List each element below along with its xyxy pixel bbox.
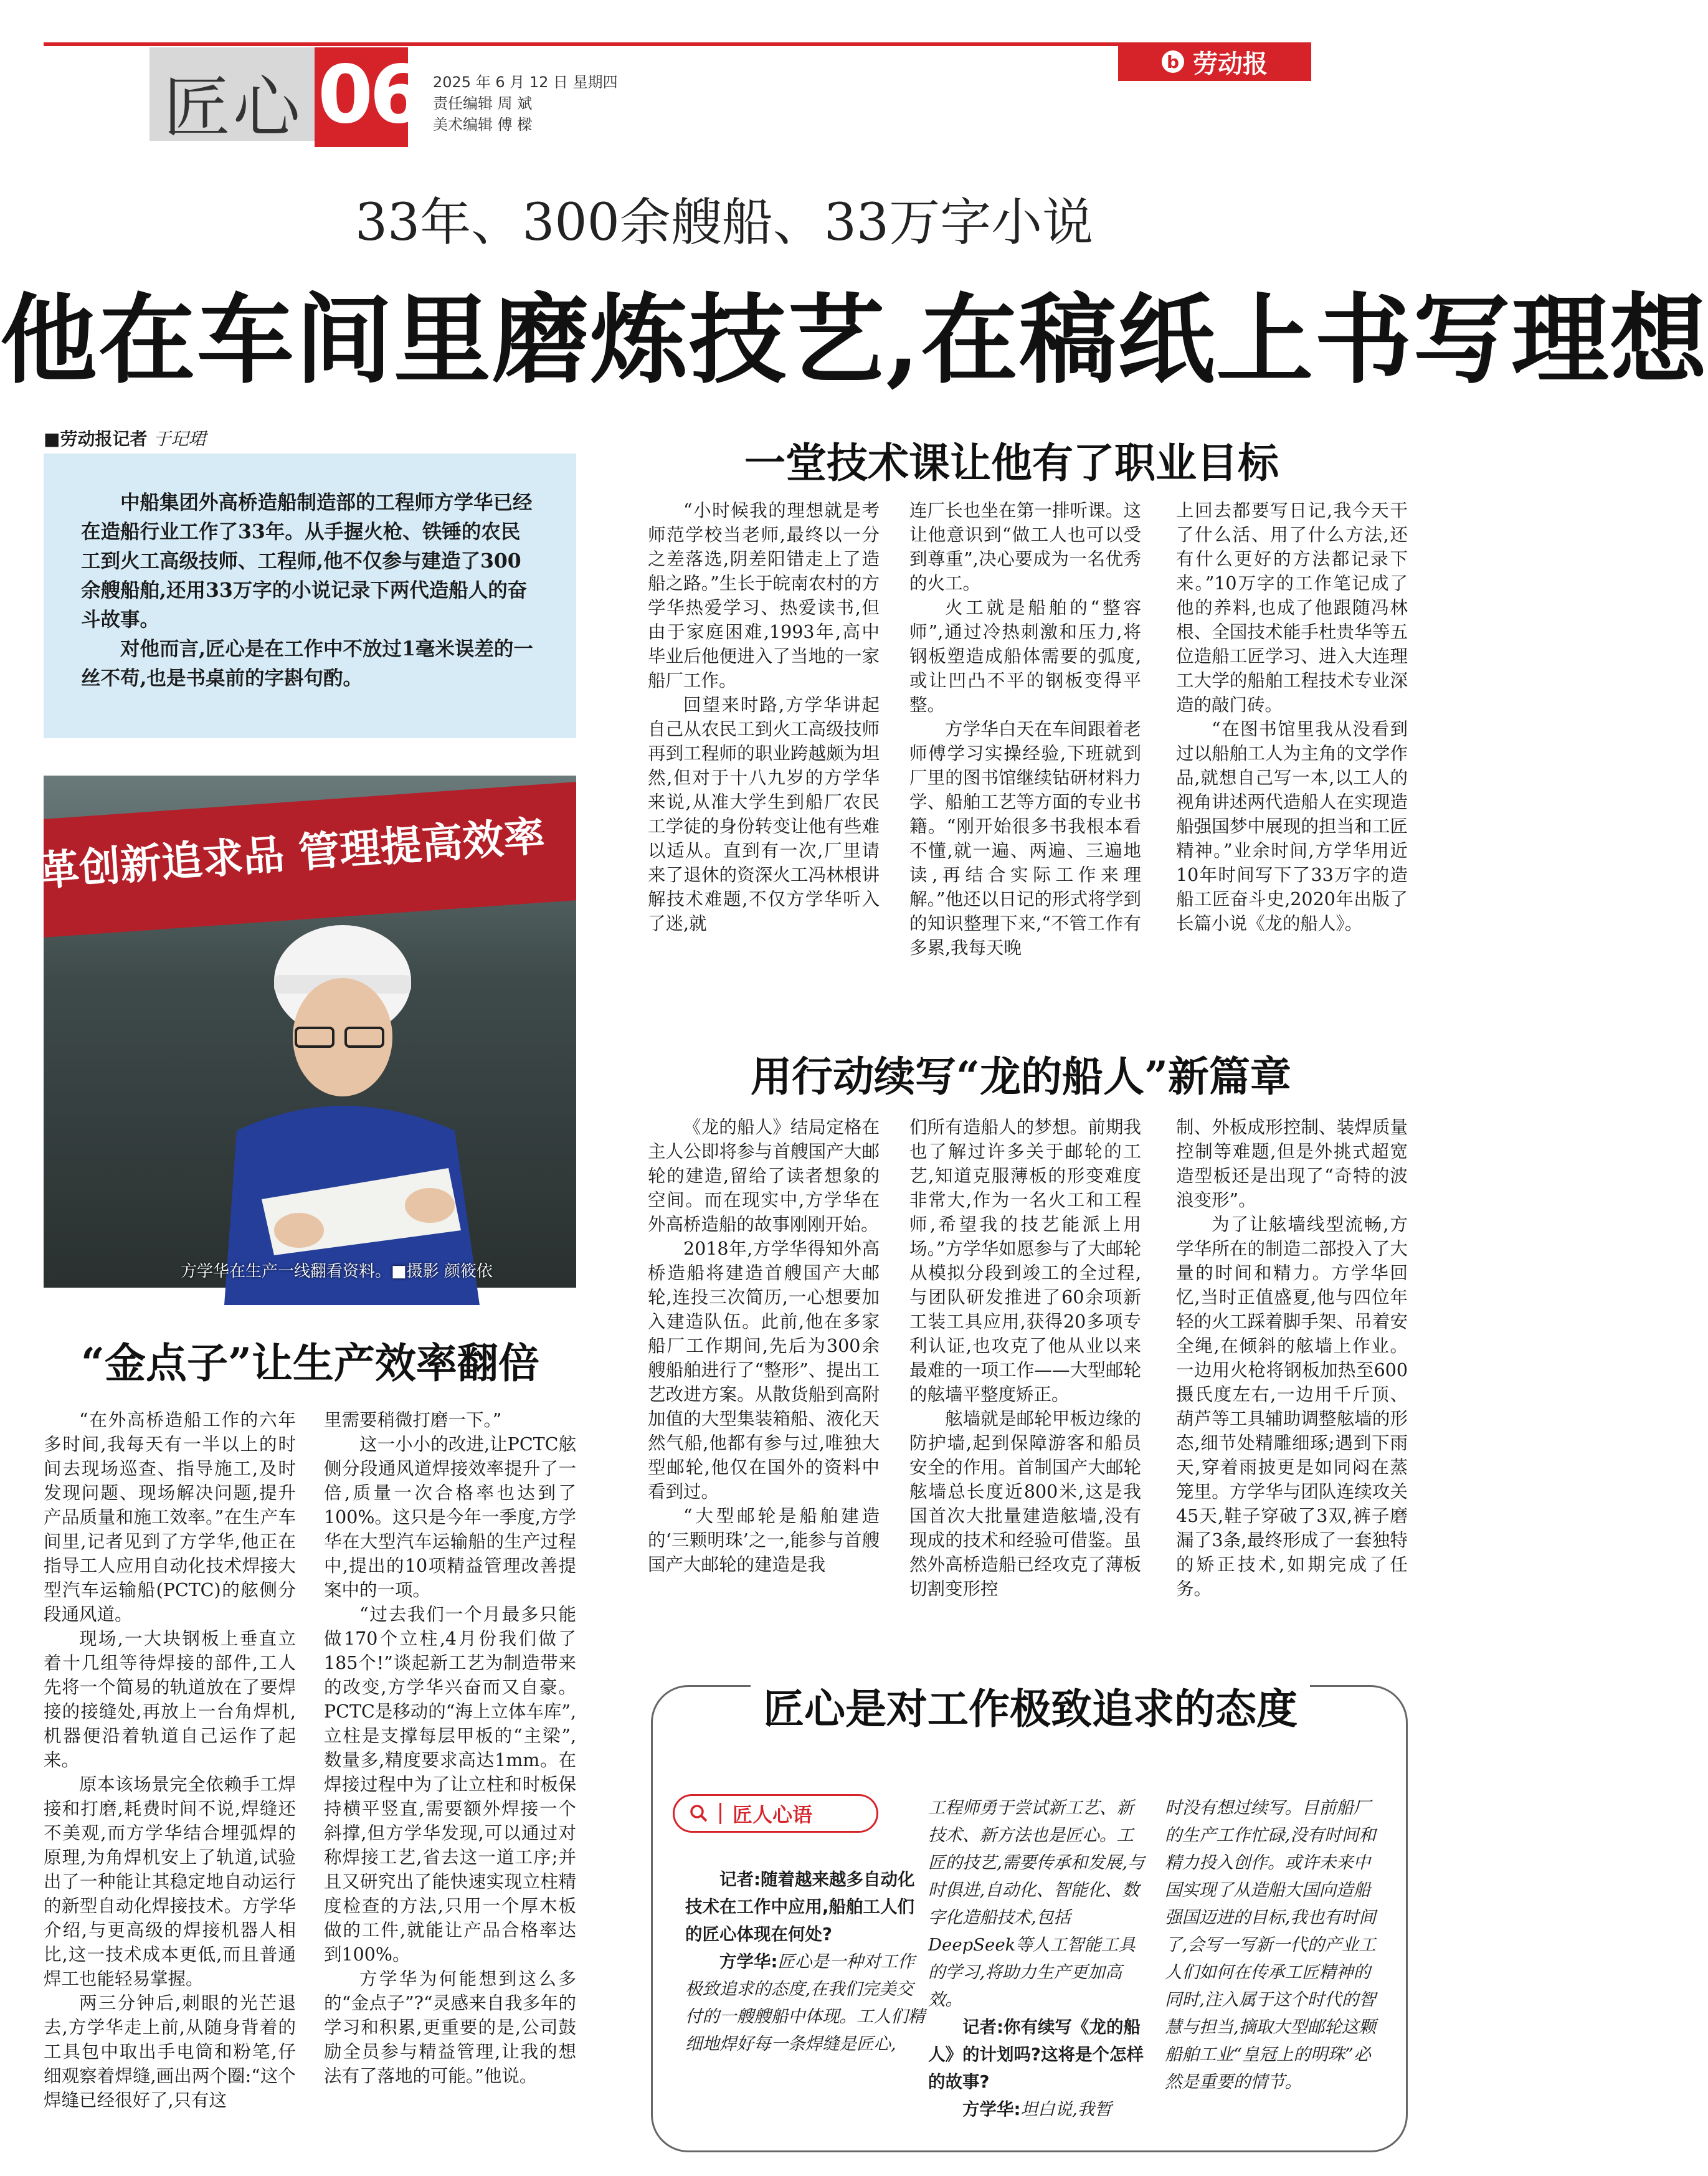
qa-item: 方学华:坦白说,我暂 xyxy=(962,2099,1112,2119)
page-number: 06 xyxy=(318,49,422,141)
qa-item: 记者:随着越来越多自动化技术在工作中应用,船舶工人们的匠心体现在何处? xyxy=(685,1870,915,1944)
section-label: 匠心 xyxy=(163,69,303,147)
paragraph: 2018年,方学华得知外高桥造船将建造首艘国产大邮轮,连投三次简历,一心想要加入建造队伍。此前,他在多家船厂工作期间,先后为300余艘船舶进行了“整形”、提出工艺改进方案。从散货船到高附加值的大型集装箱船、液化天然气船,他都有参与过,唯独大型邮轮,他仅在国外的资料中看到过。 xyxy=(648,1238,880,1502)
paragraph: 们所有造船人的梦想。前期我也了解过许多关于邮轮的工艺,知道克服薄板的形变难度非常大,作为一名火工和工程师,希望我的技艺能派上用场。”方学华如愿参与了大邮轮从模拟分段到竣工的全过程,与团队研发推进了60余项新工装工具应用,获得20多项专利认证,也攻克了他从业以来最难的一项工作——大型邮轮的舷墙平整度矫正。 xyxy=(909,1117,1141,1405)
paragraph: “过去我们一个月最多只能做170个立柱,4月份我们做了185个!”谈起新工艺为制造带来的改变,方学华兴奋而又自豪。PCTC是移动的“海上立体车库”,立柱是支撑每层甲板的“主梁”,数量多,精度要求高达1mm。在焊接过程中为了让立柱和时板保持横平竖直,需要额外焊接一个斜撑,但方学华发现,可以通过对称焊接工艺,省去这一道工序;并且又研究出了能快速实现立柱精度检查的方法,只用一个厚木板做的工件,就能让产品合格率达到100%。 xyxy=(324,1604,576,1965)
paragraph: “小时候我的理想就是考师范学校当老师,最终以一分之差落选,阴差阳错走上了造船之路。”生长于皖南农村的方学华热爱学习、热爱读书,但由于家庭困难,1993年,高中毕业后他便进入了当地的一家船厂工作。 xyxy=(648,500,880,691)
text-column xyxy=(1176,1115,1408,1601)
section-title: 一堂技术课让他有了职业目标 xyxy=(744,439,1279,487)
paragraph: “在图书馆里我从没看到过以船舶工人为主角的文学作品,就想自己写一本,以工人的视角讲述两代造船人在实现造船强国梦中展现的担当和工匠精神。”业余时间,方学华用近10年时间写下了33万字的造船工匠奋斗史,2020年出版了长篇小说《龙的船人》。 xyxy=(1176,719,1408,934)
logo-icon: b xyxy=(1162,50,1184,73)
qa-item: 记者:你有续写《龙的船人》的计划吗?这将是个怎样的故事? xyxy=(928,2017,1144,2092)
text-column xyxy=(909,1115,1141,1601)
worker-figure xyxy=(187,906,511,1305)
byline-name: 于玘珺 xyxy=(153,429,206,449)
paragraph: 连厂长也坐在第一排听课。这让他意识到“做工人也可以受到尊重”,决心要成为一名优秀的火工。 xyxy=(909,500,1141,594)
paragraph: 舷墙就是邮轮甲板边缘的防护墙,起到保障游客和船员安全的作用。首制国产大邮轮舷墙总长度近800米,这是我国首次大批量建造舷墙,没有现成的技术和经验可借鉴。虽然外高桥造船已经攻克了薄板切割变形控 xyxy=(909,1409,1141,1599)
sidebar-column xyxy=(928,1794,1146,2123)
banner-text: 革创新追求品 管理提高效率 xyxy=(36,811,547,896)
sidebar-tag xyxy=(673,1794,878,1833)
byline-label: ■劳动报记者 xyxy=(44,429,148,449)
sidebar-title: 匠心是对工作极致追求的态度 xyxy=(751,1676,1310,1735)
intro-box xyxy=(44,454,576,738)
sidebar-column xyxy=(685,1866,928,2058)
section-title: “金点子”让生产效率翻倍 xyxy=(81,1339,539,1387)
editor: 责任编辑 周 斌 xyxy=(433,95,533,112)
paragraph: 制、外板成形控制、装焊质量控制等难题,但是外挑式超宽造型板还是出现了“奇特的波浪变形”。 xyxy=(1176,1117,1408,1210)
text-column xyxy=(324,1408,576,2088)
logo-text: 劳动报 xyxy=(1193,49,1268,78)
photo-caption: 方学华在生产一线翻看资料。■摄影 颜筱依 xyxy=(181,1262,493,1281)
article-photo xyxy=(36,776,576,1288)
issue-date: 2025 年 6 月 12 日 星期四 xyxy=(433,74,618,91)
paragraph: 《龙的船人》结局定格在主人公即将参与首艘国产大邮轮的建造,留给了读者想象的空间。而在现实中,方学华在外高桥造船的故事刚刚开始。 xyxy=(648,1117,880,1235)
newspaper-logo[interactable] xyxy=(1118,42,1311,81)
tag-label: 匠人心语 xyxy=(733,1803,813,1827)
section-title: 用行动续写“龙的船人”新篇章 xyxy=(751,1052,1291,1101)
paragraph: 火工就是船舶的“整容师”,通过冷热刺激和压力,将钢板塑造成船体需要的弧度,或让凹凸不平的钢板变得平整。 xyxy=(909,597,1141,715)
text-column xyxy=(648,1115,880,1577)
tag-divider xyxy=(719,1803,721,1824)
paragraph: 方学华为何能想到这么多的“金点子”?“灵感来自我多年的学习和积累,更重要的是,公司鼓励全员参与精益管理,让我的想法有了落地的可能。”他说。 xyxy=(324,1969,576,2086)
art-editor: 美术编辑 傅 樑 xyxy=(433,116,533,133)
text-column xyxy=(1176,498,1408,936)
paragraph: 为了让舷墙线型流畅,方学华所在的制造二部投入了大量的时间和精力。方学华回忆,当时正值盛夏,他与四位年轻的火工踩着脚手架、吊着安全绳,在倾斜的舷墙上作业。一边用火枪将钢板加热至600摄氏度左右,一边用千斤顶、葫芦等工具辅助调整舷墙的形态,细节处精雕细琢;遇到下雨天,穿着雨披更是如同闷在蒸笼里。方学华与团队连续攻关45天,鞋子穿破了3双,裤子磨漏了3条,最终形成了一套独特的矫正技术,如期完成了任务。 xyxy=(1176,1214,1408,1599)
paragraph: 原本该场景完全依赖手工焊接和打磨,耗费时间不说,焊缝还不美观,而方学华结合埋弧焊的原理,为角焊机安上了轨道,试验出了一种能让其稳定地自动运行的新型自动化焊接技术。方学华介绍,与更高级的焊接机器人相比,这一技术成本更低,而且普通焊工也能轻易掌握。 xyxy=(44,1774,296,1989)
qa-item: 时没有想过续写。目前船厂的生产工作忙碌,没有时间和精力投入创作。或许未来中国实现了从造船大国向造船强国迈进的目标,我也有时间了,会写一写新一代的产业工人们如何在传承工匠精神的同时,注入属于这个时代的智慧与担当,摘取大型邮轮这颗船舶工业“皇冠上的明珠”必然是重要的情节。 xyxy=(1165,1798,1376,2092)
qa-item: 方学华:匠心是一种对工作极致追求的态度,在我们完美交付的一艘艘船中体现。工人们精细地焊好每一条焊缝是匠心, xyxy=(685,1952,925,2054)
paragraph: 现场,一大块钢板上垂直立着十几组等待焊接的部件,工人先将一个简易的轨道放在了要焊接的接缝处,再放上一台角焊机,机器便沿着轨道自己运作了起来。 xyxy=(44,1628,296,1770)
paragraph: “大型邮轮是船舶建造的‘三颗明珠’之一,能参与首艘国产大邮轮的建造是我 xyxy=(648,1506,880,1575)
text-column xyxy=(44,1408,296,2112)
paragraph: 回望来时路,方学华讲起自己从农民工到火工高级技师再到工程师的职业跨越颇为坦然,但对于十八九岁的方学华来说,从准大学生到船厂农民工学徒的身份转变让他有些难以适从。直到有一次,厂里请来了退休的资深火工冯林根讲解技术难题,不仅方学华听入了迷,就 xyxy=(648,695,880,934)
text-column xyxy=(909,498,1141,960)
intro-paragraph: 中船集团外高桥造船制造部的工程师方学华已经在造船行业工作了33年。从手握火枪、铁锤的农民工到火工高级技师、工程师,他不仅参与建造了300余艘船舶,还用33万字的小说记录下两代造船人的奋斗故事。 xyxy=(81,491,533,631)
subheadline: 33年、300余艘船、33万字小说 xyxy=(354,193,1094,252)
search-icon xyxy=(690,1804,708,1823)
paragraph: 里需要稍微打磨一下。” xyxy=(324,1410,502,1430)
paragraph: 上回去都要写日记,我今天干了什么活、用了什么方法,还有什么更好的方法都记录下来。”10万字的工作笔记成了他的养料,也成了他跟随冯林根、全国技术能手杜贵华等五位造船工匠学习、进入大连理工大学的船舶工程技术专业深造的敲门砖。 xyxy=(1176,500,1408,715)
sidebar-column xyxy=(1165,1794,1380,2096)
paragraph: 两三分钟后,刺眼的光芒退去,方学华走上前,从随身背着的工具包中取出手电筒和粉笔,仔细观察着焊缝,画出两个圈:“这个焊缝已经很好了,只有这 xyxy=(44,1993,296,2111)
headline: 他在车间里磨炼技艺,在稿纸上书写理想 xyxy=(0,283,1708,397)
qa-item: 工程师勇于尝试新工艺、新技术、新方法也是匠心。工匠的技艺,需要传承和发展,与时俱进,自动化、智能化、数字化造船技术,包括DeepSeek等人工智能工具的学习,将助力生产更加高效。 xyxy=(928,1798,1145,2010)
paragraph: 方学华白天在车间跟着老师傅学习实操经验,下班就到厂里的图书馆继续钻研材料力学、船舶工艺等方面的专业书籍。“刚开始很多书我根本看不懂,就一遍、两遍、三遍地读,再结合实际工作来理解。”他还以日记的形式将学到的知识整理下来,“不管工作有多累,我每天晚 xyxy=(909,719,1141,958)
paragraph: “在外高桥造船工作的六年多时间,我每天有一半以上的时间去现场巡查、指导施工,及时发现问题、现场解决问题,提升产品质量和施工效率。”在生产车间里,记者见到了方学华,他正在指导工人应用自动化技术焊接大型汽车运输船(PCTC)的舷侧分段通风道。 xyxy=(44,1410,296,1625)
intro-paragraph: 对他而言,匠心是在工作中不放过1毫米误差的一丝不苟,也是书桌前的字斟句酌。 xyxy=(81,637,533,690)
text-column xyxy=(648,498,880,936)
byline xyxy=(44,425,206,450)
paragraph: 这一小小的改进,让PCTC舷侧分段通风道焊接效率提升了一倍,质量一次合格率也达到了100%。这只是今年一季度,方学华在大型汽车运输船的生产过程中,提出的10项精益管理改善提案中的一项。 xyxy=(324,1434,576,1600)
top-rule xyxy=(44,42,1171,46)
